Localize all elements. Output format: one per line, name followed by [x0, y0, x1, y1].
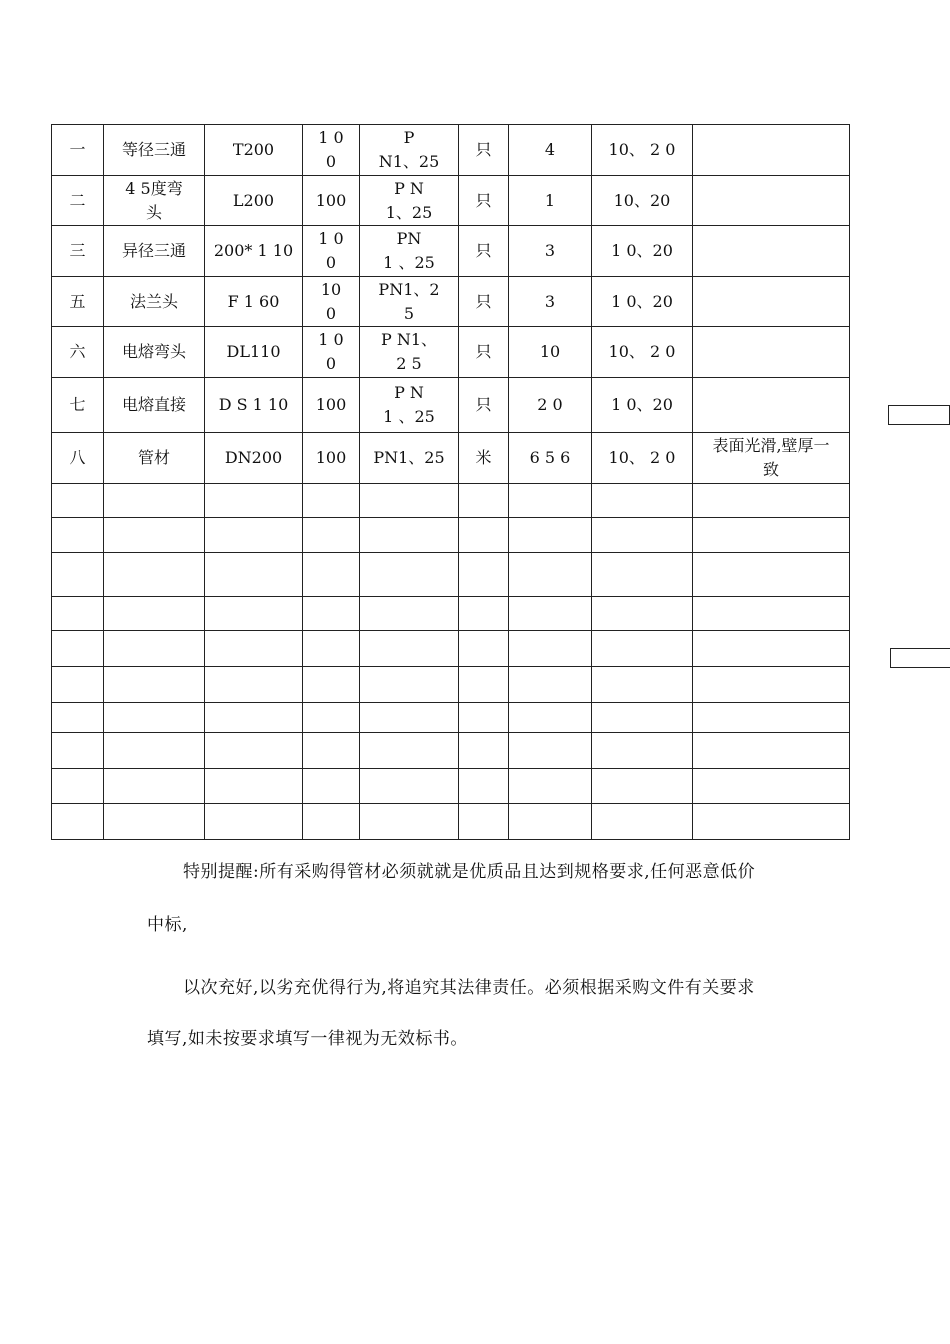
empty-cell	[693, 631, 850, 667]
table-row	[52, 277, 850, 327]
item-model: DL110	[205, 327, 303, 378]
item-remark	[693, 176, 850, 226]
empty-cell	[459, 518, 509, 553]
notice-line-2: 中标,	[147, 915, 188, 935]
empty-cell	[205, 667, 303, 703]
item-pressure: P N1、25	[360, 125, 459, 176]
empty-cell	[459, 804, 509, 840]
empty-cell	[104, 597, 205, 631]
item-model: F 1 60	[205, 277, 303, 327]
empty-cell	[693, 667, 850, 703]
item-name: 异径三通	[104, 226, 205, 277]
empty-cell	[459, 769, 509, 804]
empty-row	[52, 631, 850, 667]
empty-cell	[303, 553, 360, 597]
empty-cell	[52, 769, 104, 804]
empty-cell	[104, 484, 205, 518]
item-model: D S 1 10	[205, 378, 303, 433]
empty-cell	[360, 703, 459, 733]
item-number: 二	[52, 176, 104, 226]
materials-table	[51, 124, 850, 840]
empty-row	[52, 804, 850, 840]
empty-cell	[52, 733, 104, 769]
empty-cell	[52, 804, 104, 840]
empty-cell	[693, 518, 850, 553]
item-unit: 只	[459, 226, 509, 277]
empty-cell	[205, 553, 303, 597]
item-unit: 只	[459, 378, 509, 433]
empty-cell	[303, 667, 360, 703]
empty-cell	[592, 804, 693, 840]
item-remark: 表面光滑,壁厚一 致	[693, 433, 850, 484]
item-remark	[693, 378, 850, 433]
item-model: DN200	[205, 433, 303, 484]
empty-cell	[52, 667, 104, 703]
empty-cell	[52, 484, 104, 518]
empty-cell	[459, 667, 509, 703]
empty-cell	[205, 804, 303, 840]
item-size: 100	[303, 433, 360, 484]
notice-line-1: 特别提醒:所有采购得管材必须就就是优质品且达到规格要求,任何恶意低价	[183, 862, 756, 882]
item-quantity: 2 0	[509, 378, 592, 433]
empty-cell	[592, 733, 693, 769]
empty-cell	[303, 703, 360, 733]
empty-cell	[592, 769, 693, 804]
item-number: 六	[52, 327, 104, 378]
item-quantity: 3	[509, 277, 592, 327]
table-row	[52, 433, 850, 484]
empty-cell	[509, 733, 592, 769]
empty-row	[52, 484, 850, 518]
empty-cell	[509, 597, 592, 631]
empty-cell	[52, 518, 104, 553]
item-term: 1 0、20	[592, 378, 693, 433]
item-term: 1 0、20	[592, 277, 693, 327]
empty-cell	[459, 703, 509, 733]
empty-cell	[360, 631, 459, 667]
empty-row	[52, 597, 850, 631]
empty-cell	[592, 484, 693, 518]
empty-cell	[509, 769, 592, 804]
empty-cell	[205, 518, 303, 553]
empty-cell	[509, 667, 592, 703]
empty-cell	[360, 597, 459, 631]
item-unit: 米	[459, 433, 509, 484]
item-name: 法兰头	[104, 277, 205, 327]
table-row	[52, 176, 850, 226]
item-quantity: 1	[509, 176, 592, 226]
empty-cell	[592, 597, 693, 631]
item-pressure: PN1、2 5	[360, 277, 459, 327]
empty-cell	[52, 703, 104, 733]
item-number: 五	[52, 277, 104, 327]
empty-cell	[205, 769, 303, 804]
empty-cell	[592, 553, 693, 597]
empty-cell	[104, 733, 205, 769]
empty-row	[52, 667, 850, 703]
item-name: 电熔弯头	[104, 327, 205, 378]
margin-box	[888, 405, 950, 425]
item-model: 200* 1 10	[205, 226, 303, 277]
empty-cell	[303, 631, 360, 667]
empty-cell	[459, 484, 509, 518]
empty-cell	[592, 518, 693, 553]
empty-cell	[104, 667, 205, 703]
item-model: L200	[205, 176, 303, 226]
empty-cell	[104, 804, 205, 840]
empty-cell	[303, 597, 360, 631]
item-unit: 只	[459, 327, 509, 378]
empty-cell	[693, 553, 850, 597]
empty-cell	[205, 597, 303, 631]
item-number: 七	[52, 378, 104, 433]
empty-cell	[360, 667, 459, 703]
empty-cell	[693, 484, 850, 518]
empty-cell	[303, 518, 360, 553]
item-size: 1 0 0	[303, 125, 360, 176]
item-unit: 只	[459, 125, 509, 176]
item-term: 10、 2 0	[592, 433, 693, 484]
item-pressure: P N 1、25	[360, 176, 459, 226]
empty-cell	[509, 631, 592, 667]
empty-cell	[693, 769, 850, 804]
item-term: 10、 2 0	[592, 327, 693, 378]
table-row	[52, 327, 850, 378]
item-remark	[693, 277, 850, 327]
empty-cell	[693, 597, 850, 631]
empty-cell	[52, 597, 104, 631]
empty-cell	[693, 703, 850, 733]
empty-cell	[360, 769, 459, 804]
empty-cell	[205, 631, 303, 667]
item-unit: 只	[459, 277, 509, 327]
empty-cell	[104, 631, 205, 667]
item-model: T200	[205, 125, 303, 176]
empty-cell	[205, 484, 303, 518]
item-quantity: 3	[509, 226, 592, 277]
empty-cell	[592, 631, 693, 667]
empty-cell	[509, 703, 592, 733]
item-size: 100	[303, 378, 360, 433]
item-size: 10 0	[303, 277, 360, 327]
item-remark	[693, 327, 850, 378]
item-name: 管材	[104, 433, 205, 484]
empty-cell	[693, 804, 850, 840]
item-remark	[693, 125, 850, 176]
empty-cell	[459, 553, 509, 597]
item-size: 1 0 0	[303, 226, 360, 277]
item-number: 八	[52, 433, 104, 484]
item-remark	[693, 226, 850, 277]
notice-line-3: 以次充好,以劣充优得行为,将追究其法律责任。必须根据采购文件有关要求	[183, 978, 755, 998]
empty-row	[52, 769, 850, 804]
empty-cell	[52, 631, 104, 667]
empty-cell	[459, 733, 509, 769]
empty-cell	[509, 804, 592, 840]
empty-cell	[360, 733, 459, 769]
empty-cell	[52, 553, 104, 597]
empty-cell	[303, 804, 360, 840]
empty-cell	[693, 733, 850, 769]
empty-cell	[104, 703, 205, 733]
item-quantity: 4	[509, 125, 592, 176]
empty-cell	[303, 733, 360, 769]
empty-cell	[303, 484, 360, 518]
item-quantity: 6 5 6	[509, 433, 592, 484]
item-pressure: PN 1 、25	[360, 226, 459, 277]
item-pressure: P N 1 、25	[360, 378, 459, 433]
empty-row	[52, 518, 850, 553]
empty-cell	[104, 553, 205, 597]
item-name: 等径三通	[104, 125, 205, 176]
item-term: 10、20	[592, 176, 693, 226]
empty-cell	[360, 804, 459, 840]
empty-cell	[360, 518, 459, 553]
table-row	[52, 125, 850, 176]
empty-cell	[509, 518, 592, 553]
empty-cell	[459, 597, 509, 631]
empty-cell	[459, 631, 509, 667]
table-row	[52, 226, 850, 277]
empty-row	[52, 553, 850, 597]
item-number: 三	[52, 226, 104, 277]
empty-cell	[303, 769, 360, 804]
empty-cell	[205, 733, 303, 769]
item-unit: 只	[459, 176, 509, 226]
empty-row	[52, 703, 850, 733]
item-quantity: 10	[509, 327, 592, 378]
empty-cell	[592, 667, 693, 703]
item-number: 一	[52, 125, 104, 176]
item-name: 4 5度弯 头	[104, 176, 205, 226]
item-term: 1 0、20	[592, 226, 693, 277]
empty-cell	[104, 769, 205, 804]
empty-row	[52, 733, 850, 769]
item-pressure: PN1、25	[360, 433, 459, 484]
empty-cell	[360, 484, 459, 518]
empty-cell	[104, 518, 205, 553]
empty-cell	[360, 553, 459, 597]
empty-cell	[509, 553, 592, 597]
table-row	[52, 378, 850, 433]
item-pressure: P N1、 2 5	[360, 327, 459, 378]
empty-cell	[205, 703, 303, 733]
margin-box	[890, 648, 950, 668]
empty-cell	[592, 703, 693, 733]
notice-line-4: 填写,如未按要求填写一律视为无效标书。	[147, 1029, 468, 1049]
item-size: 100	[303, 176, 360, 226]
item-size: 1 0 0	[303, 327, 360, 378]
empty-cell	[509, 484, 592, 518]
item-name: 电熔直接	[104, 378, 205, 433]
item-term: 10、 2 0	[592, 125, 693, 176]
